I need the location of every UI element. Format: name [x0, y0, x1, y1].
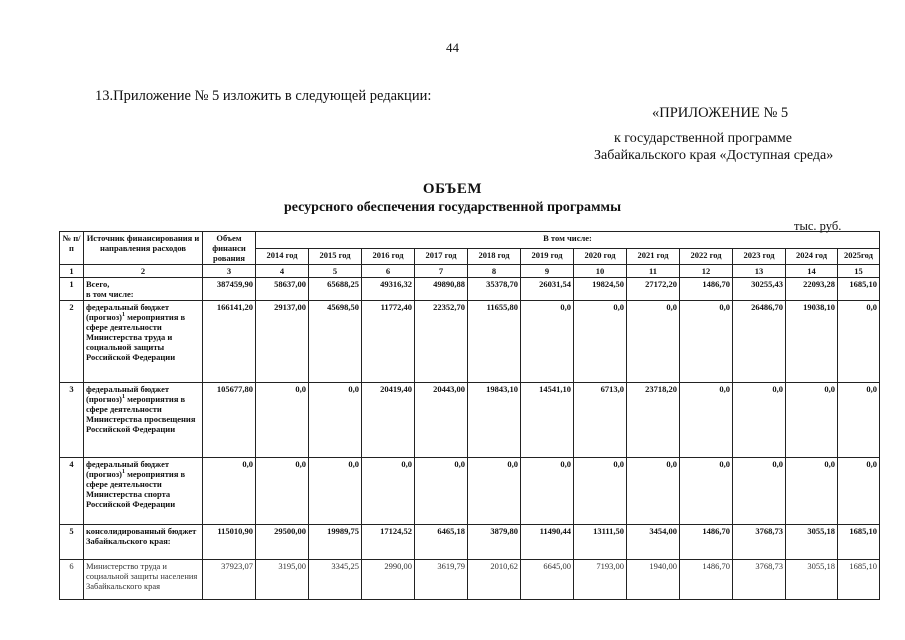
row-total-volume: 115010,90	[203, 525, 256, 560]
row-year-value: 65688,25	[309, 278, 362, 301]
intro-text: 13.Приложение № 5 изложить в следующей редакции:	[95, 88, 432, 104]
header-year: 2016 год	[362, 248, 415, 265]
row-year-value: 0,0	[680, 301, 733, 383]
header-source: Источник финансирования и направления расходов	[84, 232, 203, 265]
resource-table	[59, 231, 880, 600]
source-label-tail: мероприятия в сфере деятельности Министерства спорта Российской Федерации	[86, 469, 186, 509]
column-number: 12	[680, 265, 733, 278]
row-year-value: 0,0	[309, 383, 362, 458]
footnote-marker: 1	[121, 312, 125, 319]
program-line-1: к государственной программе	[614, 131, 792, 146]
row-year-value: 0,0	[521, 458, 574, 525]
row-year-value: 19038,10	[786, 301, 838, 383]
row-source-label	[84, 560, 203, 600]
appendix-heading: «ПРИЛОЖЕНИЕ № 5	[652, 105, 789, 121]
row-year-value: 29500,00	[256, 525, 309, 560]
row-year-value: 23718,20	[627, 383, 680, 458]
source-label-text: Министерство труда и социальной защиты населения Забайкальского края	[86, 561, 198, 591]
row-year-value: 0,0	[362, 458, 415, 525]
row-year-value: 45698,50	[309, 301, 362, 383]
row-year-value: 0,0	[627, 458, 680, 525]
row-number: 5	[60, 525, 84, 560]
table-row	[60, 560, 880, 600]
row-total-volume: 387459,90	[203, 278, 256, 301]
row-year-value: 3195,00	[256, 560, 309, 600]
row-year-value: 0,0	[680, 383, 733, 458]
header-year: 2021 год	[627, 248, 680, 265]
column-number-row	[60, 265, 880, 278]
column-number: 9	[521, 265, 574, 278]
row-year-value: 17124,52	[362, 525, 415, 560]
column-number: 5	[309, 265, 362, 278]
row-total-volume: 166141,20	[203, 301, 256, 383]
header-year: 2020 год	[574, 248, 627, 265]
row-year-value: 0,0	[627, 301, 680, 383]
header-year: 2024 год	[786, 248, 838, 265]
column-number: 2	[84, 265, 203, 278]
page-number: 44	[446, 40, 459, 55]
header-year: 2023 год	[733, 248, 786, 265]
row-year-value: 7193,00	[574, 560, 627, 600]
row-year-value: 0,0	[786, 383, 838, 458]
row-year-value: 0,0	[468, 458, 521, 525]
document-subtitle: ресурсного обеспечения государственной программы	[283, 200, 622, 215]
source-label-text: федеральный бюджет (прогноз)	[86, 459, 170, 479]
row-year-value: 1685,10	[838, 560, 880, 600]
source-label-text: федеральный бюджет (прогноз)	[86, 302, 170, 322]
source-label-tail: мероприятия в сфере деятельности Министерства просвещения Российской Федерации	[86, 394, 196, 434]
row-year-value: 3055,18	[786, 560, 838, 600]
column-number: 10	[574, 265, 627, 278]
row-year-value: 19824,50	[574, 278, 627, 301]
row-number: 1	[60, 278, 84, 301]
table-row	[60, 458, 880, 525]
row-year-value: 0,0	[415, 458, 468, 525]
row-year-value: 0,0	[838, 301, 880, 383]
row-year-value: 3619,79	[415, 560, 468, 600]
row-year-value: 0,0	[838, 383, 880, 458]
row-year-value: 0,0	[733, 458, 786, 525]
row-year-value: 26486,70	[733, 301, 786, 383]
row-year-value: 1940,00	[627, 560, 680, 600]
header-year: 2022 год	[680, 248, 733, 265]
source-sublabel: в том числе:	[86, 289, 134, 299]
row-total-volume: 105677,80	[203, 383, 256, 458]
row-year-value: 30255,43	[733, 278, 786, 301]
column-number: 1	[60, 265, 84, 278]
column-number: 3	[203, 265, 256, 278]
source-label-text: Всего,	[86, 279, 110, 289]
row-number: 6	[60, 560, 84, 600]
column-number: 11	[627, 265, 680, 278]
row-year-value: 26031,54	[521, 278, 574, 301]
header-year: 2018 год	[468, 248, 521, 265]
row-year-value: 2010,62	[468, 560, 521, 600]
program-line-2: Забайкальского края «Доступная среда»	[594, 148, 834, 163]
row-year-value: 3454,00	[627, 525, 680, 560]
row-year-value: 14541,10	[521, 383, 574, 458]
row-year-value: 1685,10	[838, 525, 880, 560]
source-label-text: консолидированный бюджет Забайкальского края:	[86, 526, 197, 546]
row-source-label	[84, 383, 203, 458]
row-year-value: 29137,00	[256, 301, 309, 383]
row-source-label	[84, 301, 203, 383]
row-source-label	[84, 278, 203, 301]
column-number: 8	[468, 265, 521, 278]
row-year-value: 0,0	[256, 458, 309, 525]
row-year-value: 27172,20	[627, 278, 680, 301]
row-year-value: 3879,80	[468, 525, 521, 560]
row-year-value: 19843,10	[468, 383, 521, 458]
row-year-value: 22093,28	[786, 278, 838, 301]
row-year-value: 6645,00	[521, 560, 574, 600]
row-year-value: 0,0	[574, 301, 627, 383]
header-year: 2015 год	[309, 248, 362, 265]
row-year-value: 13111,50	[574, 525, 627, 560]
column-number: 7	[415, 265, 468, 278]
column-number: 13	[733, 265, 786, 278]
row-year-value: 1486,70	[680, 560, 733, 600]
row-year-value: 6465,18	[415, 525, 468, 560]
row-year-value: 1486,70	[680, 525, 733, 560]
row-source-label	[84, 458, 203, 525]
row-year-value: 1486,70	[680, 278, 733, 301]
table-row	[60, 383, 880, 458]
row-year-value: 19989,75	[309, 525, 362, 560]
row-year-value: 3055,18	[786, 525, 838, 560]
footnote-marker: 1	[121, 394, 125, 401]
row-year-value: 35378,70	[468, 278, 521, 301]
row-year-value: 0,0	[256, 383, 309, 458]
row-total-volume: 0,0	[203, 458, 256, 525]
row-number: 2	[60, 301, 84, 383]
header-year: 2025год	[838, 248, 880, 265]
row-year-value: 6713,0	[574, 383, 627, 458]
row-year-value: 11655,80	[468, 301, 521, 383]
header-year: 2014 год	[256, 248, 309, 265]
row-year-value: 11772,40	[362, 301, 415, 383]
row-year-value: 0,0	[521, 301, 574, 383]
header-volume: Объем финанси рования	[203, 232, 256, 265]
row-year-value: 22352,70	[415, 301, 468, 383]
row-year-value: 49316,32	[362, 278, 415, 301]
document-title: ОБЪЕМ	[422, 181, 483, 197]
column-number: 14	[786, 265, 838, 278]
footnote-marker: 1	[121, 469, 125, 476]
row-year-value: 0,0	[838, 458, 880, 525]
column-number: 15	[838, 265, 880, 278]
table-row	[60, 525, 880, 560]
header-row	[60, 232, 880, 249]
row-year-value: 0,0	[574, 458, 627, 525]
row-year-value: 3345,25	[309, 560, 362, 600]
row-year-value: 49890,88	[415, 278, 468, 301]
header-including: В том числе:	[256, 232, 880, 249]
column-number: 6	[362, 265, 415, 278]
row-year-value: 20443,00	[415, 383, 468, 458]
row-year-value: 0,0	[680, 458, 733, 525]
row-total-volume: 37923,07	[203, 560, 256, 600]
column-number: 4	[256, 265, 309, 278]
row-year-value: 20419,40	[362, 383, 415, 458]
row-number: 4	[60, 458, 84, 525]
row-year-value: 58637,00	[256, 278, 309, 301]
row-number: 3	[60, 383, 84, 458]
row-year-value: 3768,73	[733, 560, 786, 600]
row-year-value: 2990,00	[362, 560, 415, 600]
header-year: 2019 год	[521, 248, 574, 265]
row-source-label	[84, 525, 203, 560]
row-year-value: 0,0	[309, 458, 362, 525]
table-row	[60, 301, 880, 383]
header-year: 2017 год	[415, 248, 468, 265]
source-label-text: федеральный бюджет (прогноз)	[86, 384, 170, 404]
header-num: № п/п	[60, 232, 84, 265]
row-year-value: 11490,44	[521, 525, 574, 560]
row-year-value: 3768,73	[733, 525, 786, 560]
table-row	[60, 278, 880, 301]
source-label-tail: мероприятия в сфере деятельности Министерства труда и социальной защиты Российской Федерации	[86, 312, 186, 362]
row-year-value: 1685,10	[838, 278, 880, 301]
row-year-value: 0,0	[733, 383, 786, 458]
units-label: тыс. руб.	[794, 219, 842, 233]
row-year-value: 0,0	[786, 458, 838, 525]
